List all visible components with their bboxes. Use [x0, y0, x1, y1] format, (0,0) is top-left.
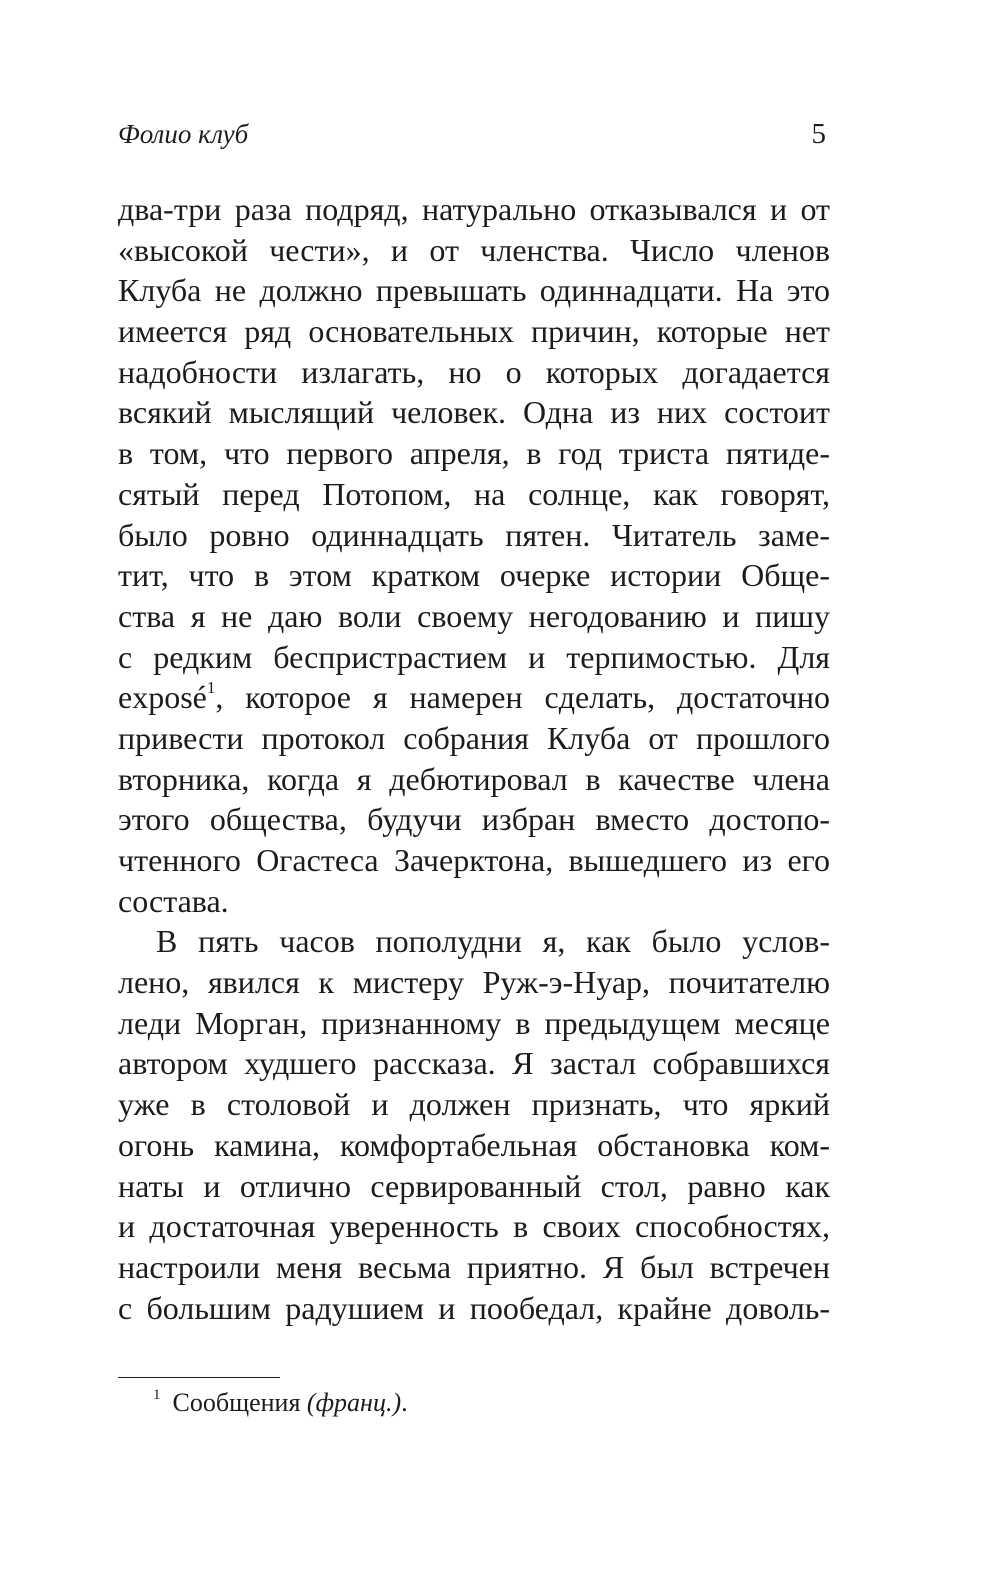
text-line: огонь камина, комфортабельная обстановка ком- [118, 1126, 830, 1163]
page-number: 5 [811, 118, 826, 150]
footnote-text: Сообщения [172, 1388, 307, 1417]
text-line: привести протокол собрания Клуба от прошлого [118, 719, 830, 756]
footnote-end: . [401, 1388, 408, 1417]
footnote-divider [118, 1377, 280, 1378]
running-title: Фолио клуб [118, 119, 249, 149]
text-line: тит, что в этом кратком очерке истории Обще- [118, 557, 830, 594]
text-line: всякий мыслящий человек. Одна из них состоит [118, 394, 830, 431]
footnote [153, 1386, 408, 1420]
text-line: было ровно одиннадцать пятен. Читатель заме- [118, 516, 830, 553]
footnote-mark: 1 [153, 1387, 161, 1403]
text-line: этого общества, будучи избран вместо достопо- [118, 801, 830, 838]
text-line: с большим радушием и пообедал, крайне доволь- [118, 1289, 830, 1326]
text-line: в том, что первого апреля, в год триста пятиде- [118, 435, 830, 472]
text-line-last: состава. [118, 882, 229, 919]
text-line: имеется ряд основательных причин, которые нет [118, 313, 830, 350]
text-line: лено, явился к мистеру Руж-э-Нуар, почитателю [118, 964, 830, 1001]
text-line: наты и отлично сервированный стол, равно как [118, 1167, 830, 1204]
text-line: леди Морган, признанному в предыдущем месяце [118, 1004, 830, 1041]
text-line: настроили меня весьма приятно. Я был встречен [118, 1248, 830, 1285]
text-line: уже в столовой и должен признать, что яркий [118, 1086, 830, 1123]
expose-word: exposé [118, 679, 207, 716]
text-line-indented: В пять часов пополудни я, как было услов- [156, 923, 830, 960]
text-line-expose [118, 677, 830, 718]
text-line: надобности излагать, но о которых догадается [118, 353, 830, 390]
footnote-reference: 1 [206, 678, 216, 698]
text-line: вторника, когда я дебютировал в качестве члена [118, 760, 830, 797]
body-text [118, 189, 830, 1328]
text-line: два-три раза подряд, натурально отказывался и от [118, 191, 830, 227]
text-line: чтенного Огастеса Зачерктона, вышедшего из его [118, 842, 830, 878]
text-line: автором худшего рассказа. Я застал собравшихся [118, 1045, 830, 1082]
text-line: и достаточная уверенность в своих способностях, [118, 1208, 830, 1245]
text-line: сятый перед Потопом, на солнце, как говорят, [118, 475, 830, 512]
text-line: «высокой чести», и от членства. Число членов [118, 231, 830, 268]
text-line: с редким беспристрастием и терпимостью. Для [118, 638, 830, 675]
text-line: ства я не даю воли своему негодованию и пишу [118, 597, 830, 634]
footnote-language-note: (франц.) [306, 1388, 402, 1417]
text-line: Клуба не должно превышать одиннадцати. На это [118, 272, 830, 309]
expose-rest: , которое я намерен сделать, достаточно [215, 679, 830, 716]
